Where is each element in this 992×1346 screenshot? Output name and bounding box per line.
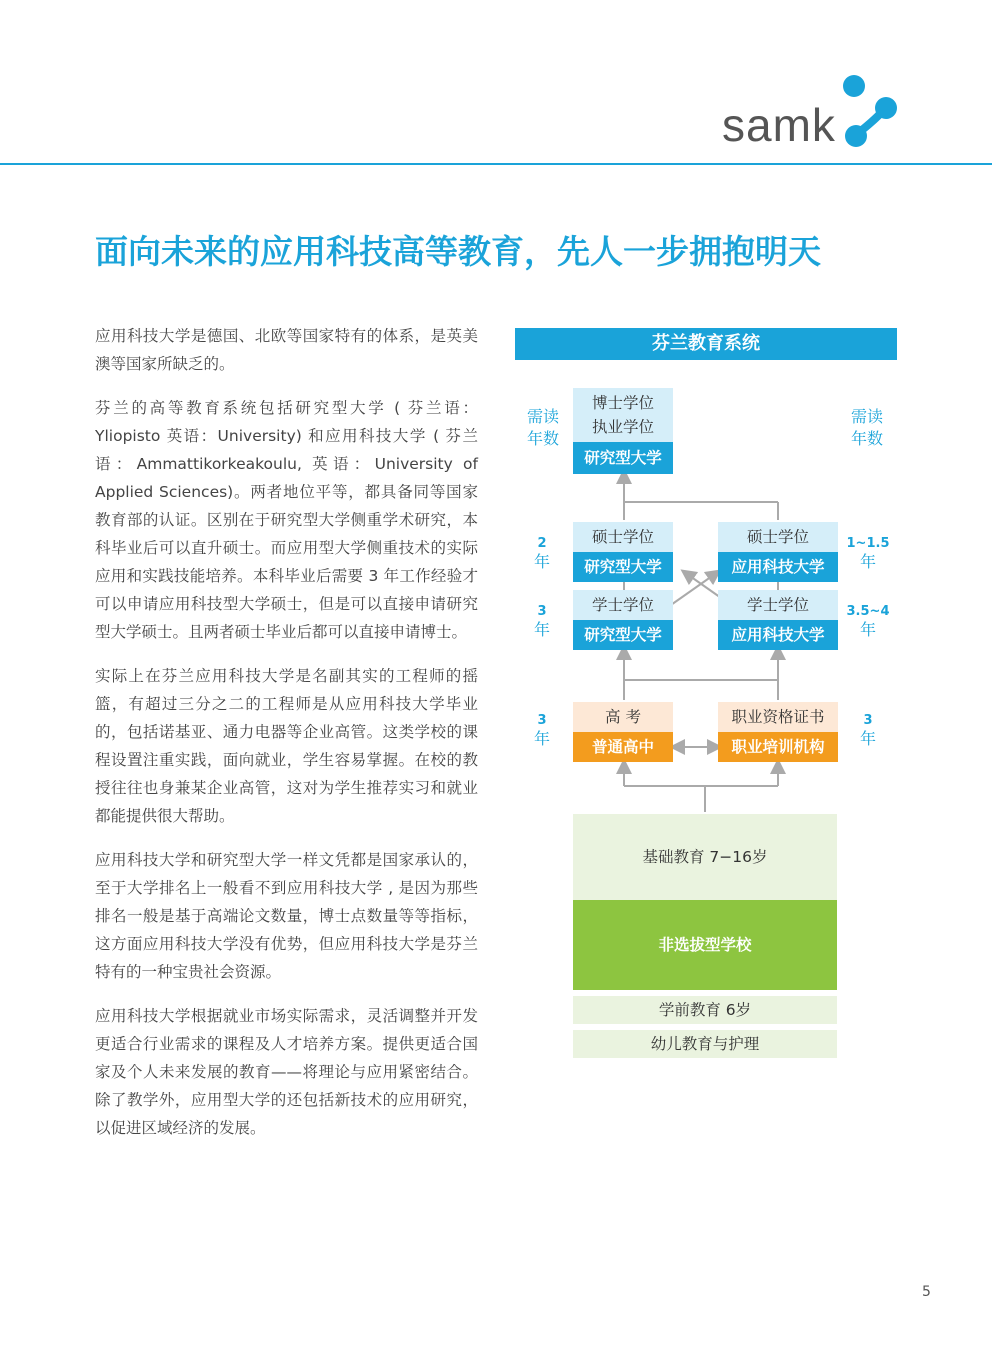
doctoral-degree-box: 博士学位 执业学位 [573, 388, 673, 442]
masters-research-institution: 研究型大学 [573, 552, 673, 582]
body-text [95, 322, 478, 1158]
years-upper-left: 3 年 [533, 713, 550, 748]
doctoral-institution-box: 研究型大学 [573, 442, 673, 474]
general-exam-box: 高 考 [573, 702, 673, 732]
page-number: 5 [922, 1284, 931, 1300]
vocational-certificate-box: 职业资格证书 [718, 702, 838, 732]
general-school-box: 普通高中 [573, 732, 673, 762]
paragraph: 实际上在芬兰应用科技大学是名副其实的工程师的摇篮，有超过三分之二的工程师是从应用科技大学毕业的，包括诺基亚、通力电器等企业高管。这类学校的课程设置注重实践，面向就业，学生容易掌握。在校的教授往往也身兼某企业高管，这对为学生推荐实习和就业都能提供很大帮助。 [95, 667, 478, 825]
bachelor-applied-degree: 学士学位 [718, 590, 838, 620]
paragraph: 应用科技大学是德国、北欧等国家特有的体系，是英美澳等国家所缺乏的。 [95, 327, 478, 373]
paragraph: 应用科技大学根据就业市场实际需求，灵活调整并开发更适合行业需求的课程及人才培养方案。提供更适合国家及个人未来发展的教育——将理论与应用紧密结合。除了教学外，应用型大学的还包括新技术的应用研究，以促进区域经济的发展。 [95, 1007, 478, 1137]
years-masters-right: 1~1.5 年 [846, 536, 890, 571]
years-bachelor-right: 3.5~4 年 [846, 604, 890, 639]
years-upper-right: 3 年 [859, 713, 876, 748]
masters-applied-institution: 应用科技大学 [718, 552, 838, 582]
education-system-diagram [515, 328, 897, 1068]
masters-research-degree: 硕士学位 [573, 522, 673, 552]
vocational-school-box: 职业培训机构 [718, 732, 838, 762]
header-divider [0, 163, 992, 165]
years-label-left: 需读 年数 [526, 407, 559, 448]
years-masters-left: 2 年 [533, 536, 550, 571]
diagram-title: 芬兰教育系统 [515, 328, 897, 360]
basic-education-box: 基础教育 7−16岁 [573, 814, 837, 900]
non-selective-school-box: 非选拔型学校 [573, 900, 837, 990]
years-label-right: 需读 年数 [850, 407, 883, 448]
brand-logo-text: samk [722, 99, 836, 151]
samk-logo-icon [836, 72, 902, 152]
bachelor-research-institution: 研究型大学 [573, 620, 673, 650]
bachelor-applied-institution: 应用科技大学 [718, 620, 838, 650]
years-bachelor-left: 3 年 [533, 604, 550, 639]
paragraph: 芬兰的高等教育系统包括研究型大学 ( 芬兰语：Yliopisto 英语：University) 和应用科技大学 ( 芬兰语：Ammattikorkeakoulu, 英语：University of Applied Sciences)。两者地位平等，都具备同等国家教育部的认证。区别在于研究型大学侧重学术研究，本科毕业后可以直升硕士。而应用型大学侧重技术的实际应用和实践技能培养。本科毕业后需要 3 年工作经验才可以申请应用科技型大学硕士，但是可以直接申请研究型大学硕士。且两者硕士毕业后都可以直接申请博士。 [95, 399, 478, 641]
bachelor-research-degree: 学士学位 [573, 590, 673, 620]
paragraph: 应用科技大学和研究型大学一样文凭都是国家承认的，至于大学排名上一般看不到应用科技大学 , 是因为那些排名一般是基于高端论文数量，博士点数量等等指标，这方面应用科技大学没有优势，但应用科技大学是芬兰特有的一种宝贵社会资源。 [95, 851, 478, 981]
page-title: 面向未来的应用科技高等教育，先人一步拥抱明天 [95, 232, 821, 271]
masters-applied-degree: 硕士学位 [718, 522, 838, 552]
early-childhood-box: 幼儿教育与护理 [573, 1030, 837, 1058]
preschool-box: 学前教育 6岁 [573, 996, 837, 1024]
